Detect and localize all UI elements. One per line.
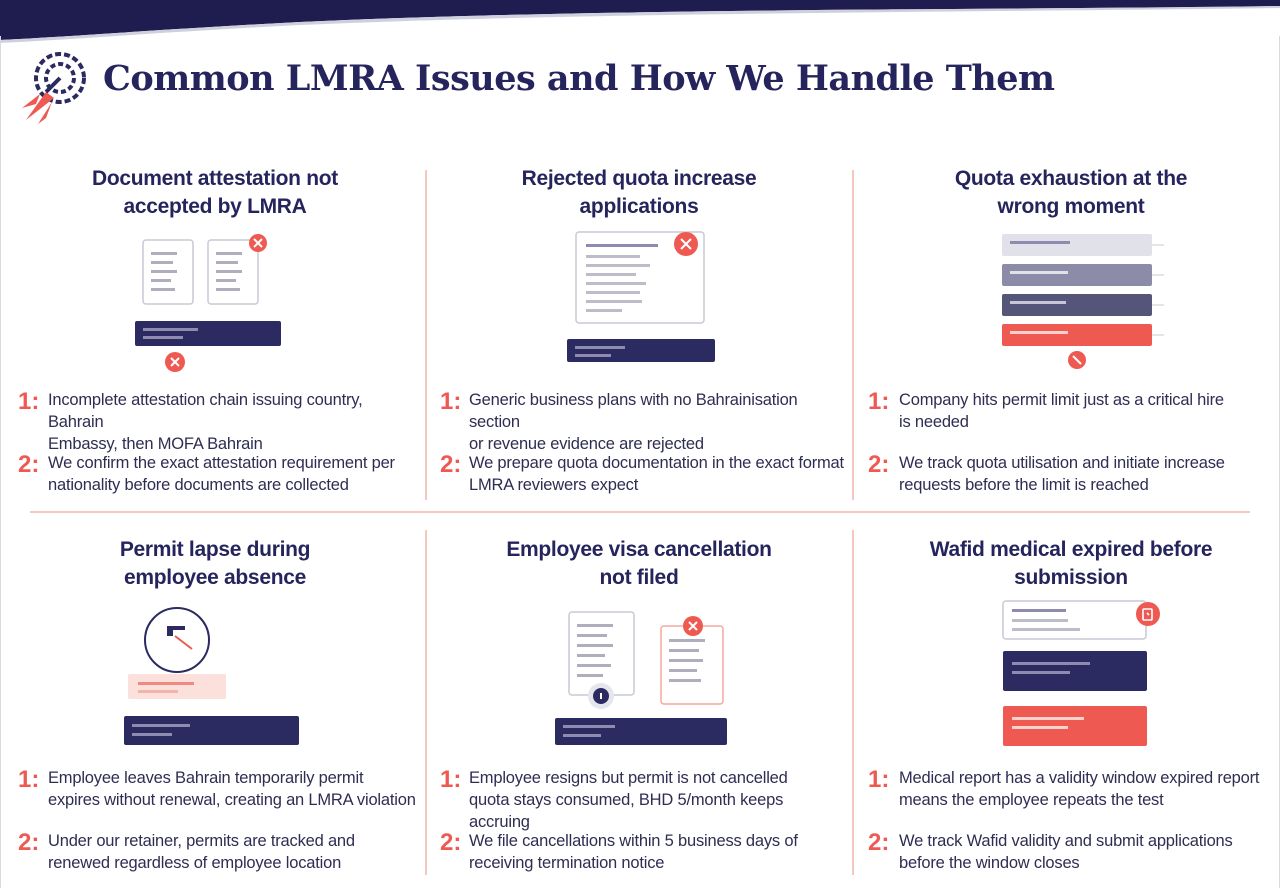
step-text-line: Company hits permit limit just as a critical hire [899, 391, 1224, 409]
step-text [469, 389, 844, 455]
column-divider [425, 530, 427, 875]
step-number: 1: [868, 388, 890, 415]
step-text-line: Employee resigns but permit is not cancelled [469, 769, 788, 787]
logo-icon [16, 48, 86, 126]
step-text-line: requests before the limit is reached [899, 476, 1149, 494]
step-text [469, 767, 844, 833]
card-title-line: submission [1014, 566, 1128, 589]
step-text-line: quota stays consumed, BHD 5/month keeps accruing [469, 791, 784, 831]
step-text-line: Generic business plans with no Bahrainisation section [469, 391, 798, 431]
step-text [899, 452, 1225, 496]
card-title [434, 165, 844, 221]
card-title-line: Quota exhaustion at the [954, 167, 1188, 190]
step-text [48, 452, 395, 496]
card-title-line: Wafid medical expired before [929, 538, 1213, 561]
step-number: 1: [18, 388, 40, 415]
step-text-line: is needed [899, 413, 969, 431]
step-text-line: means the employee repeats the test [899, 791, 1164, 809]
card-title-line: not filed [599, 566, 679, 589]
step-text-line: We track Wafid validity and submit applications [899, 832, 1233, 850]
step-text-line: Incomplete attestation chain issuing country, Bahrain [48, 391, 363, 431]
step-text-line: receiving termination notice [469, 854, 665, 872]
step-text-line: Embassy, then MOFA Bahrain [48, 435, 263, 453]
card-title-line: Permit lapse during [119, 538, 311, 561]
step-text-line: Employee leaves Bahrain temporarily permit [48, 769, 364, 787]
column-divider [852, 170, 854, 500]
step-text-line: We file cancellations within 5 business days of [469, 832, 798, 850]
step-text [899, 830, 1233, 874]
card-title-line: Document attestation not [92, 167, 338, 190]
step-text [48, 767, 416, 811]
step-text-line: We confirm the exact attestation requirement per [48, 454, 395, 472]
step-text-line: expires without renewal, creating an LMRA violation [48, 791, 416, 809]
medical-report-icon [866, 598, 1276, 753]
card-title [866, 536, 1276, 592]
step-text [48, 389, 420, 455]
card-title-line: applications [579, 195, 699, 218]
step-number: 1: [18, 766, 40, 793]
quota-bars-icon [866, 231, 1276, 376]
step-text-line: before the window closes [899, 854, 1080, 872]
column-divider [425, 170, 427, 500]
page-title: Common LMRA Issues and How We Handle Them [103, 58, 1055, 99]
step-text-line: Medical report has a validity window expired report [899, 769, 1260, 787]
step-text-line: Under our retainer, permits are tracked and [48, 832, 355, 850]
step-text [899, 389, 1224, 433]
card-title-line: employee absence [124, 566, 306, 589]
step-number: 1: [868, 766, 890, 793]
step-text-line: We prepare quota documentation in the exact format [469, 454, 844, 472]
step-number: 2: [440, 829, 462, 856]
card-title [434, 536, 844, 592]
card-title [866, 165, 1276, 221]
card-title-line: wrong moment [997, 195, 1145, 218]
step-text-line: We track quota utilisation and initiate increase [899, 454, 1225, 472]
column-divider [852, 530, 854, 875]
step-text-line: nationality before documents are collected [48, 476, 349, 494]
card-title-line: Rejected quota increase [521, 167, 757, 190]
step-number: 2: [18, 829, 40, 856]
step-number: 1: [440, 766, 462, 793]
step-number: 2: [868, 451, 890, 478]
card-title [10, 536, 420, 592]
step-text [48, 830, 355, 874]
row-divider [30, 511, 1250, 513]
document-rejected-icon [10, 233, 420, 378]
step-text [469, 830, 798, 874]
visa-cancel-icon [434, 608, 844, 753]
step-text [469, 452, 844, 496]
step-number: 2: [18, 451, 40, 478]
card-title-line: Employee visa cancellation [506, 538, 772, 561]
step-text-line: LMRA reviewers expect [469, 476, 639, 494]
application-rejected-icon [434, 227, 844, 367]
card-title-line: accepted by LMRA [123, 195, 307, 218]
step-number: 2: [440, 451, 462, 478]
step-number: 1: [440, 388, 462, 415]
clock-icon [10, 604, 420, 749]
step-text-line: or revenue evidence are rejected [469, 435, 704, 453]
step-number: 2: [868, 829, 890, 856]
card-title [10, 165, 420, 221]
step-text [899, 767, 1259, 811]
step-text-line: renewed regardless of employee location [48, 854, 342, 872]
